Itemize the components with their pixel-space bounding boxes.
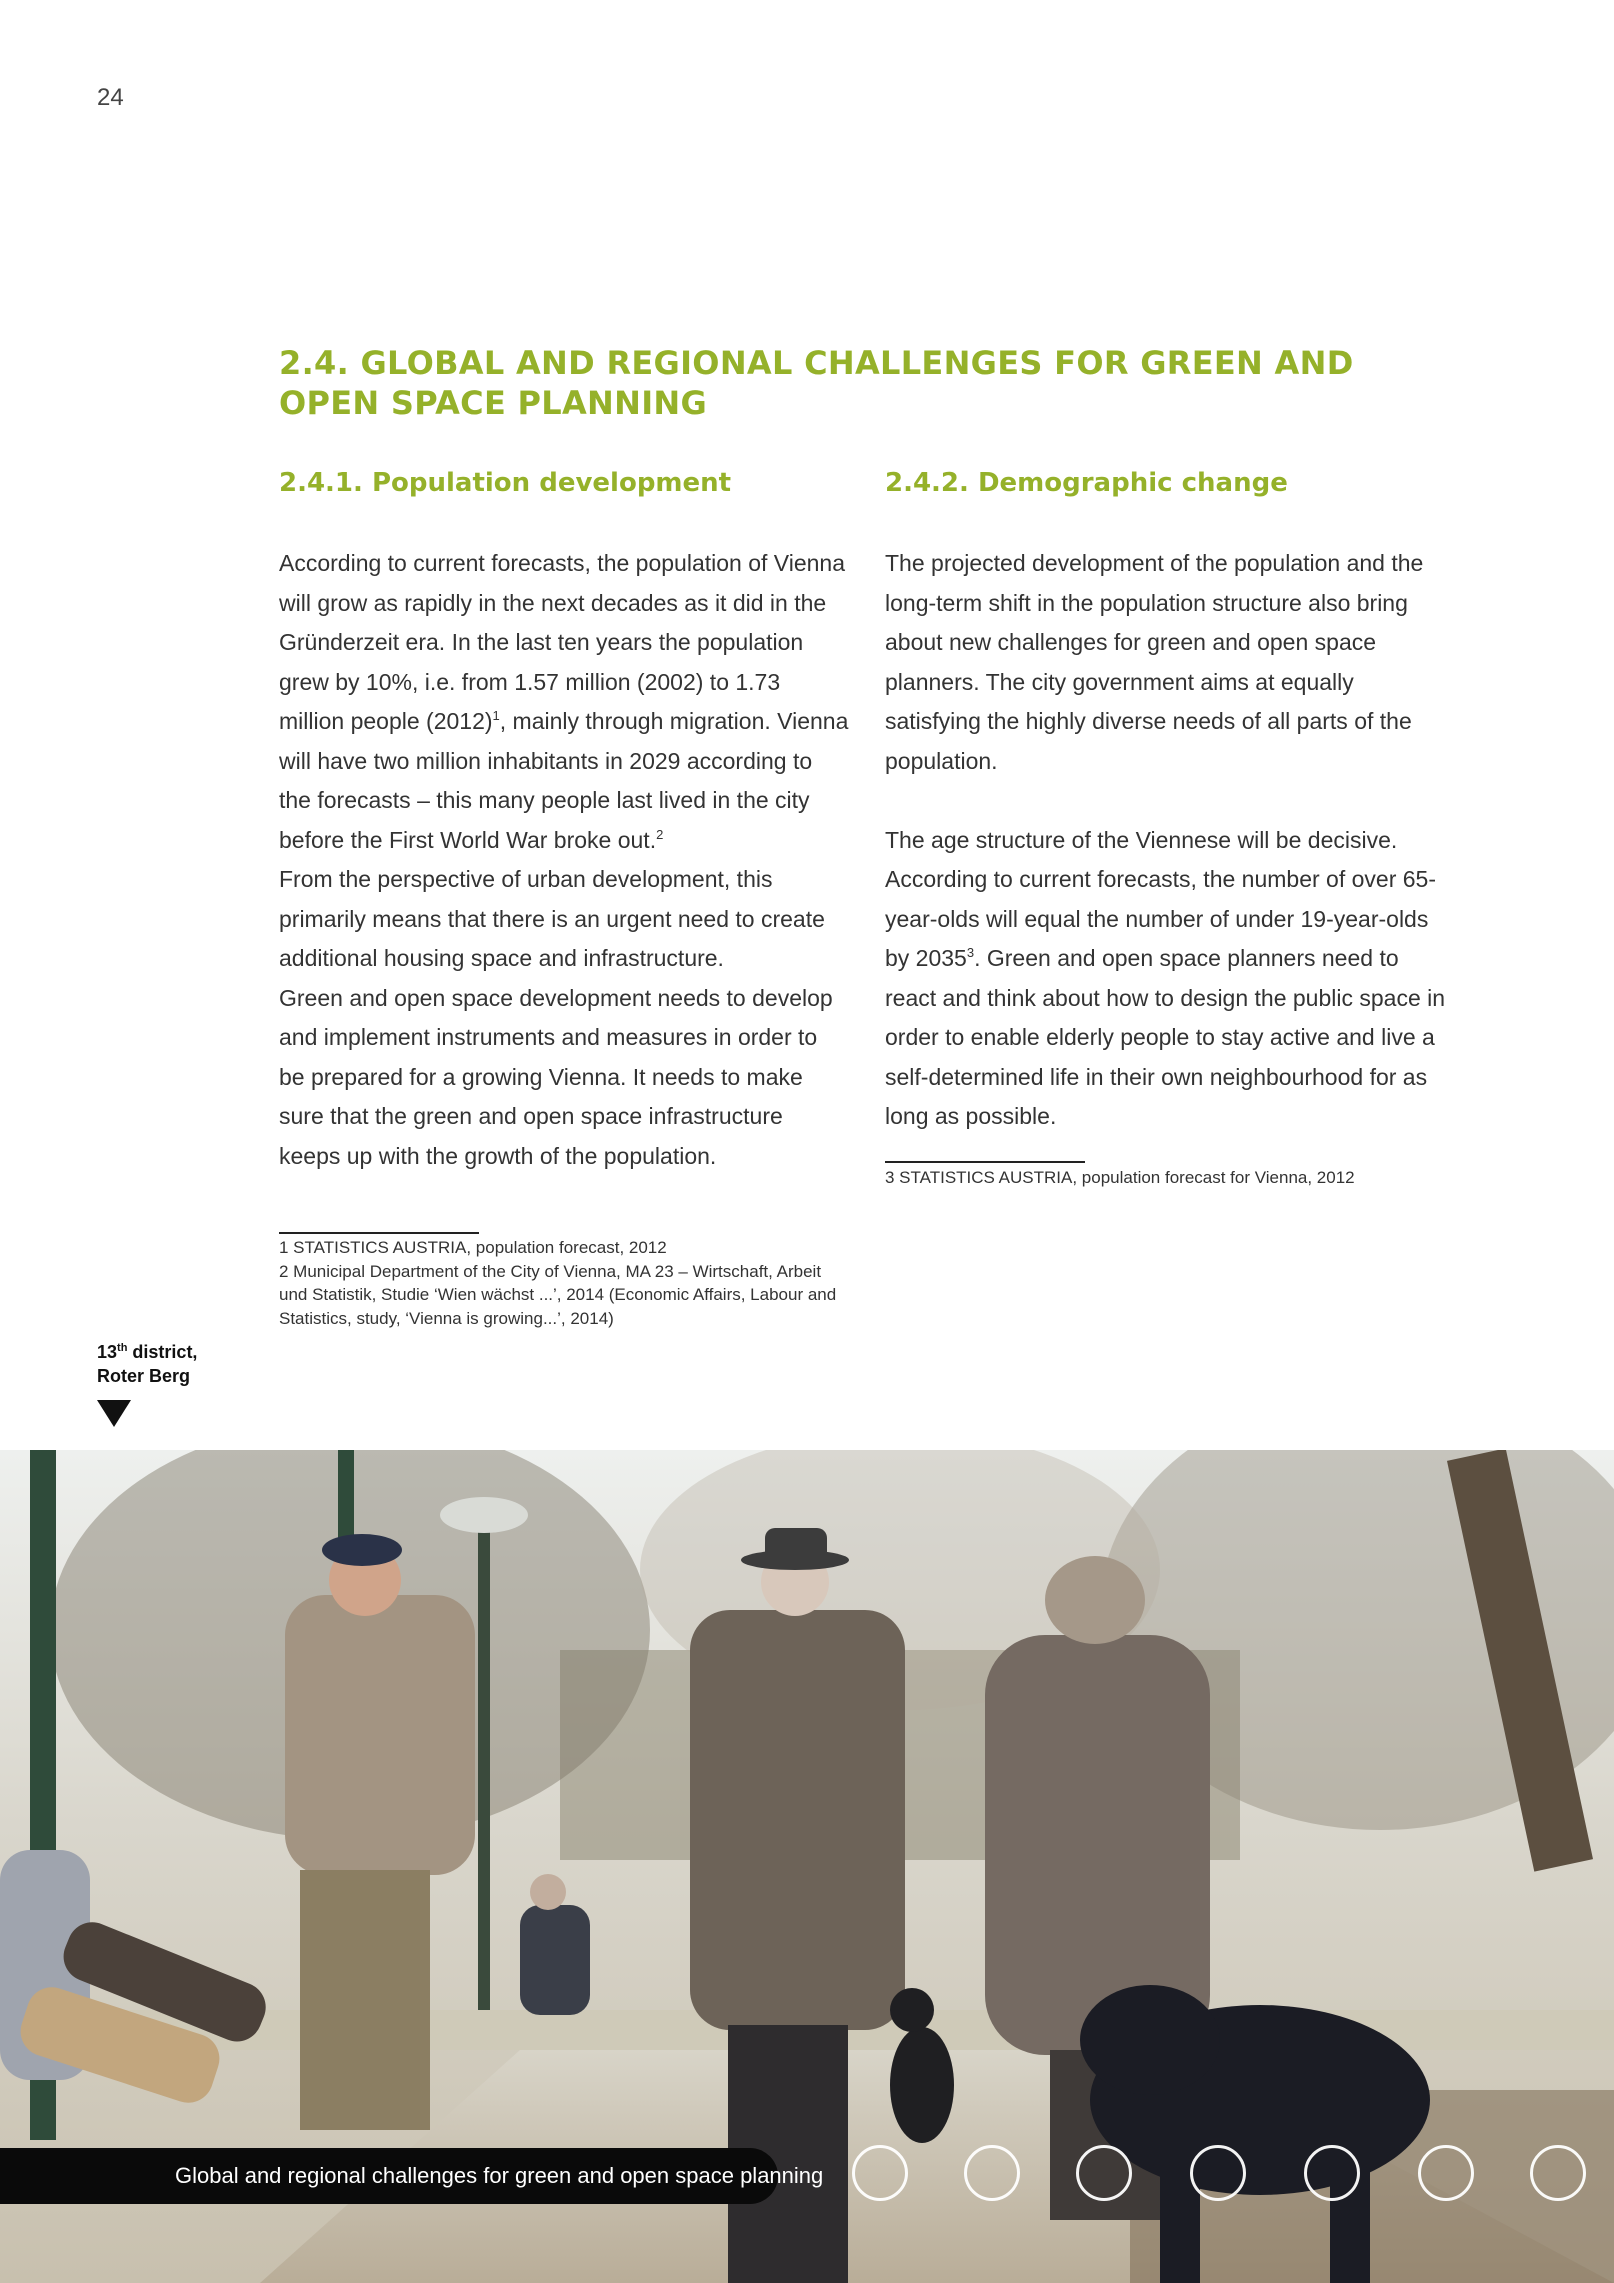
paragraph-gap — [885, 781, 1455, 821]
nav-circle-icon[interactable] — [964, 2145, 1020, 2201]
photo-caption: Global and regional challenges for green and open space planning — [175, 2163, 824, 2188]
paragraph: Green and open space development needs to develop and implement instruments and measures in order to be prepared for a growing Vienna. It needs to make sure that the green and open space infrastructure keeps up with the growth of the population. — [279, 984, 833, 1169]
section-title: 2.4. GLOBAL AND REGIONAL CHALLENGES FOR GREEN AND OPEN SPACE PLANNING — [279, 344, 1354, 422]
left-footnotes — [279, 1236, 849, 1330]
nav-circle-icon[interactable] — [1076, 2145, 1132, 2201]
page-number: 24 — [97, 84, 124, 111]
nav-circle-icon[interactable] — [1304, 2145, 1360, 2201]
footnote: 3 STATISTICS AUSTRIA, population forecast for Vienna, 2012 — [885, 1168, 1355, 1187]
photo-location-label: 13th district, Roter Berg — [97, 1342, 198, 1386]
nav-circle-icon[interactable] — [1530, 2145, 1586, 2201]
caption-bar — [0, 2148, 824, 2204]
nav-circle-icon[interactable] — [852, 2145, 908, 2201]
footnote-ref: 2 — [656, 826, 664, 842]
paragraph: From the perspective of urban development, this primarily means that there is an urgent need to create additional housing space and infrastructure. — [279, 866, 825, 971]
right-footnotes — [885, 1166, 1455, 1190]
footnote: 1 STATISTICS AUSTRIA, population forecast, 2012 — [279, 1238, 667, 1257]
nav-circle-icon[interactable] — [1190, 2145, 1246, 2201]
footnote: 2 Municipal Department of the City of Vienna, MA 23 – Wirtschaft, Arbeit und Statistik, Studie ‘Wien wächst ...’, 2014 (Economic Affairs, Labour and Statistics, study, ‘Vienna is growing...’, 2014) — [279, 1261, 837, 1328]
footnote-ref: 3 — [966, 945, 975, 960]
heading-demographic-change: 2.4.2. Demographic change — [885, 468, 1288, 498]
nav-circle-icon[interactable] — [1418, 2145, 1474, 2201]
paragraph: According to current forecasts, the population of Vienna will grow as rapidly in the next decades as it did in the Gründerzeit era. In the last ten years the population grew by 10%, i.e. from 1.57 million (2002) to 1.73 million people $(2012)^1$, mainly through migration. Vienna will have two million inhabitants in 2029 according to the forecasts – this many people last lived in the city before the First World War broke out.$^2$ — [279, 550, 849, 853]
footnote-ref: 1 — [492, 708, 500, 723]
heading-population-development: 2.4.1. Population development — [279, 468, 732, 498]
footnote-divider — [279, 1232, 479, 1234]
left-column-text — [279, 544, 849, 1176]
paragraph: The projected development of the population and the long-term shift in the population structure also bring about new challenges for green and open space planners. The city government aims at equally satisfying the highly diverse needs of all parts of the population. — [885, 550, 1424, 774]
paragraph: The age structure of the Viennese will be decisive. According to current forecasts, the number of over 65-year-olds will equal the number of under 19-year-olds by 2035$^3$. Green and open space planners need to react and think about how to design the public space in order to enable elderly people to stay active and live a self-determined life in their own neighbourhood for as long as possible. — [885, 826, 1446, 1129]
triangle-down-icon — [97, 1400, 131, 1427]
right-column-text — [885, 544, 1455, 1137]
footnote-divider — [885, 1161, 1085, 1163]
